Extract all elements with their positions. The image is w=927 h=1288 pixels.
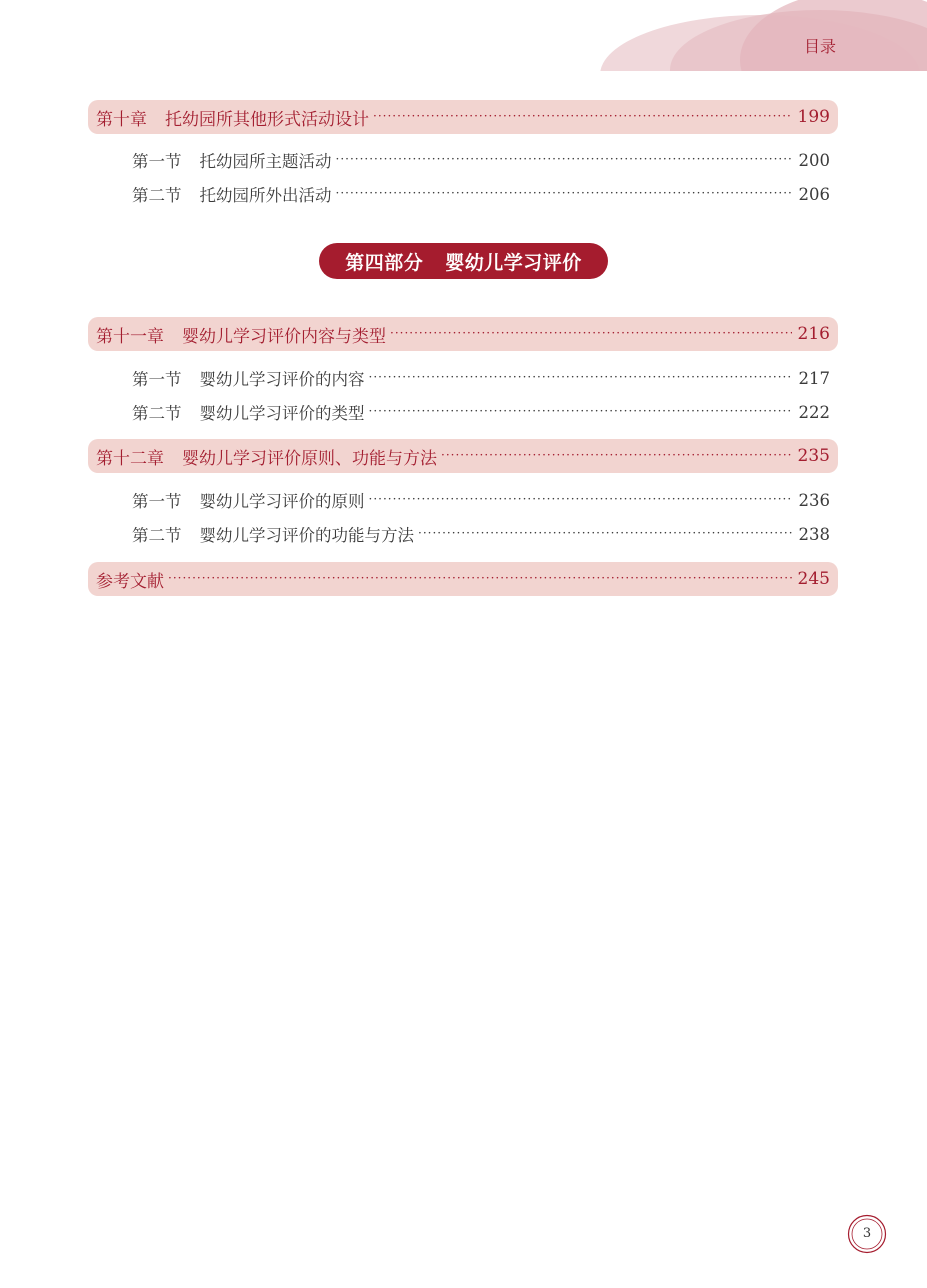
toc-chapter-row[interactable] [88,317,838,351]
part-title: 婴幼儿学习评价 [445,251,582,274]
dot-leader [369,370,793,384]
chapter-title: 婴幼儿学习评价原则、功能与方法 [182,448,437,469]
section-label: 第二节 [132,404,182,423]
toc-section-row[interactable] [88,177,838,211]
section-label: 第二节 [132,526,182,545]
toc-section-row[interactable] [88,361,838,395]
page-number: 216 [797,324,830,344]
dot-leader [369,404,793,418]
page-number: 236 [798,490,830,510]
section-label: 第一节 [132,492,182,511]
page-folio-number: 3 [862,1226,872,1241]
toc-section-row[interactable] [88,517,838,551]
toc-references-row[interactable] [88,562,838,596]
dot-leader [373,109,792,123]
chapter-label: 第十二章 [96,448,164,469]
page-number: 245 [797,569,830,589]
dot-leader [441,448,792,462]
chapter-title: 托幼园所其他形式活动设计 [165,109,369,130]
section-title: 婴幼儿学习评价的功能与方法 [199,526,414,545]
chapter-label: 第十章 [96,109,147,130]
chapter-title: 婴幼儿学习评价内容与类型 [182,326,386,347]
toc-section-row[interactable] [88,143,838,177]
references-label: 参考文献 [96,571,164,592]
page-number: 199 [797,107,830,127]
page-number: 217 [798,368,830,388]
section-label: 第一节 [132,152,182,171]
page-number: 206 [798,184,830,204]
section-title: 托幼园所外出活动 [199,186,332,205]
dot-leader [390,326,792,340]
part-heading[interactable] [319,243,608,279]
dot-leader [168,571,792,585]
toc-chapter-row[interactable] [88,439,838,473]
part-label: 第四部分 [345,251,424,274]
page-number: 235 [797,446,830,466]
dot-leader [418,526,793,540]
page-number: 200 [798,150,830,170]
dot-leader [336,186,793,200]
toc-section-row[interactable] [88,395,838,429]
toc-chapter-row[interactable] [88,100,838,134]
page-number: 238 [798,524,830,544]
dot-leader [336,152,793,166]
chapter-label: 第十一章 [96,326,164,347]
section-label: 第一节 [132,370,182,389]
section-title: 婴幼儿学习评价的原则 [199,492,365,511]
section-title: 托幼园所主题活动 [199,152,332,171]
section-title: 婴幼儿学习评价的类型 [199,404,365,423]
toc-section-row[interactable] [88,483,838,517]
section-title: 婴幼儿学习评价的内容 [199,370,365,389]
page-number: 222 [798,402,830,422]
section-label: 第二节 [132,186,182,205]
dot-leader [369,492,793,506]
header-title: 目录 [803,37,836,56]
